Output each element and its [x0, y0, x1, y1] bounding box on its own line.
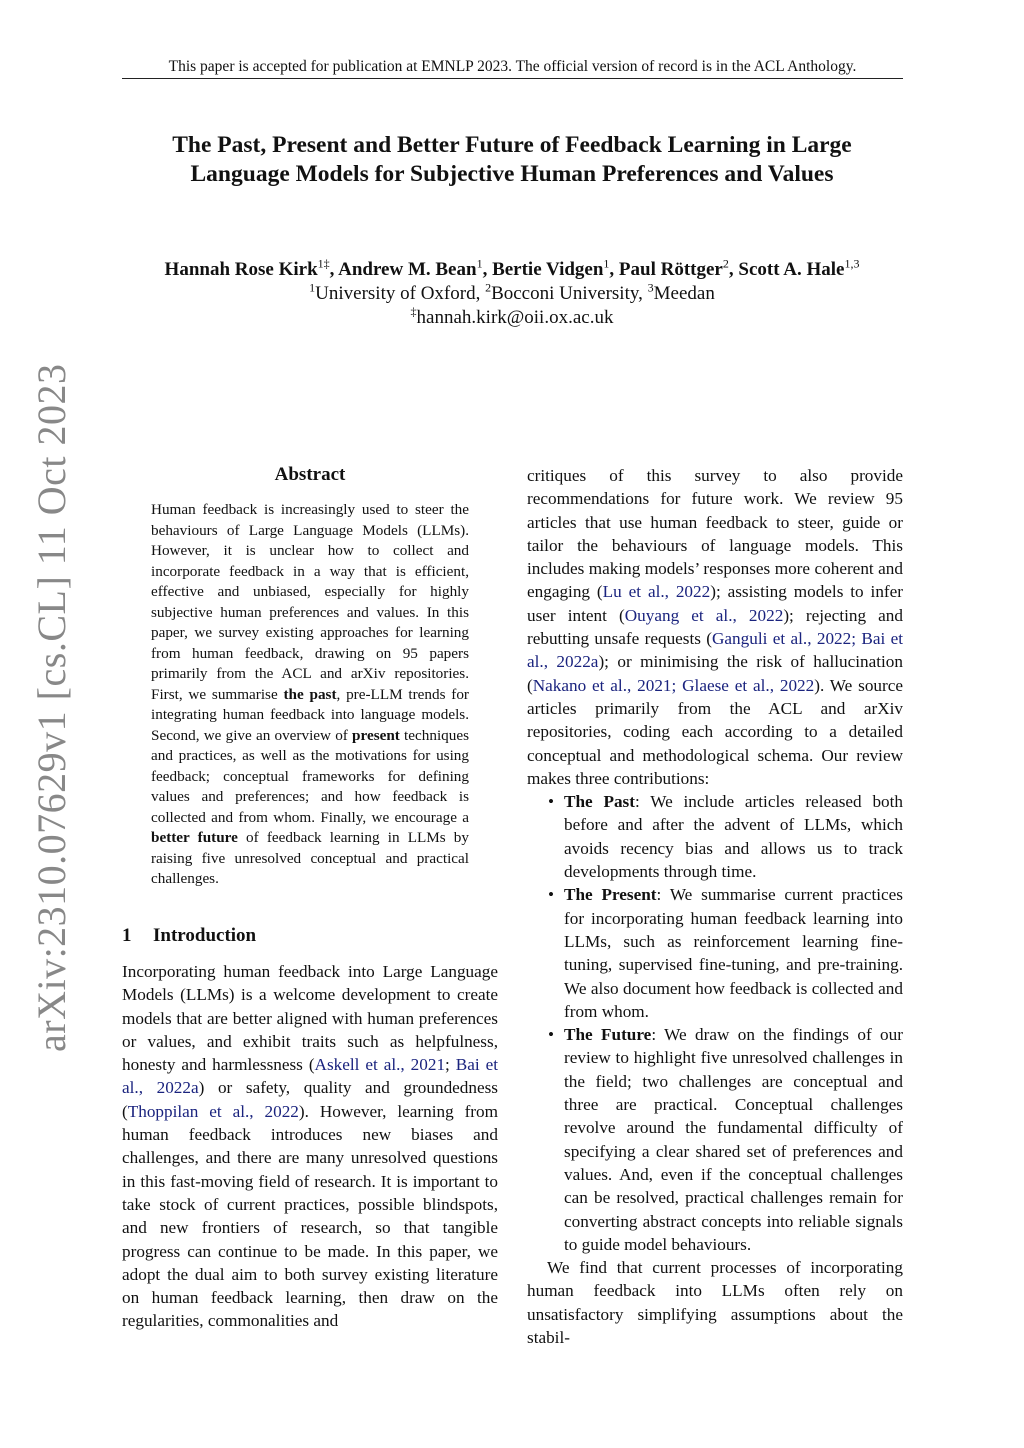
citation-link[interactable]: Askell et al., 2021 — [314, 1055, 446, 1075]
list-item: • The Future: We draw on the findings of our review to highlight five unresolved challenges in the field; two challenges are conceptual and three are practical. Conceptual challenges revolve around the fundamental difficulty of specifying a clear shared set of preferences and values. And, even if the conceptual challenges can be resolved, practical challenges remain for converting abstract concepts into reliable signals to guide model behaviours. — [548, 1025, 903, 1254]
publication-notice: This paper is accepted for publication at EMNLP 2023. The official version of record is in the ACL Anthology. — [122, 58, 903, 79]
citation-link[interactable]: Nakano et al., 2021; Glaese et al., 2022 — [532, 675, 815, 695]
affiliation-name: Meedan — [653, 283, 715, 304]
abstract-heading: Abstract — [274, 464, 346, 485]
citation-link[interactable]: Bai et al., 2022a — [122, 1055, 498, 1098]
author-affiliation: 1‡ — [317, 256, 330, 271]
author-list: Hannah Rose Kirk$^{1\ddagger}$, Andrew M. Bean$^1$, Bertie Vidgen$^1$, Paul Röttger$^2$, Scott A. Hale$^{1,3}$ — [164, 256, 860, 280]
right-column — [527, 464, 903, 1349]
contributions-list — [527, 790, 903, 1256]
author-affiliation: 1 — [603, 256, 610, 271]
author-name: Scott A. Hale — [738, 259, 845, 280]
affiliation-list: $^1$University of Oxford, $^2$Bocconi University, $^3$Meedan — [309, 280, 715, 304]
author-affiliation: 2 — [722, 256, 729, 271]
arxiv-identifier: arXiv:2310.07629v1 [cs.CL] 11 Oct 2023 — [29, 363, 74, 1052]
author-affiliation: 1 — [476, 256, 483, 271]
author-block — [110, 258, 914, 330]
closing-paragraph: We find that current processes of incorporating human feedback into LLMs often rely on unsatisfactory simplifying assumptions about the stabil- — [527, 1258, 903, 1347]
section-heading-introduction: 1 Introduction — [122, 925, 257, 946]
author-affiliation: 1,3 — [844, 256, 860, 271]
intro-paragraph-left: Incorporating human feedback into Large Language Models (LLMs) is a welcome development to create models that are better aligned with human preferences or values, and exhibit traits such as helpfulness, honesty and harmlessness (Askell et al., 2021; Bai et al., 2022a) or safety, quality and groundedness (Thoppilan et al., 2022). However, learning from human feedback introduces new biases and challenges, and there are many unresolved questions in this fast-moving field of research. It is important to take stock of current practices, possible blindspots, and new frontiers of research, so that tangible progress can continue to be made. In this paper, we adopt the dual aim to both survey existing literature on human feedback learning, then draw on the regularities, commonalities and — [122, 962, 498, 1331]
title-line-1: The Past, Present and Better Future of Feedback Learning in Large — [172, 132, 852, 158]
citation-link[interactable]: Lu et al., 2022 — [602, 582, 711, 602]
contact-email[interactable]: ‡hannah.kirk@oii.ox.ac.uk — [410, 304, 614, 328]
list-item: • The Present: We summarise current practices for incorporating human feedback learning into LLMs, such as reinforcement learning fine-tuning, supervised fine-tuning, and pre-training. We also document how feedback is collected and from whom. — [548, 885, 903, 1021]
author-name: Paul Röttger — [618, 259, 723, 280]
list-item: • The Past: We include articles released both before and after the advent of LLMs, which avoids recency bias and allows us to track developments through time. — [548, 792, 903, 882]
affiliation-name: Bocconi University — [491, 283, 639, 304]
citation-link[interactable]: Ouyang et al., 2022 — [624, 605, 784, 625]
intro-paragraph-right: critiques of this survey to also provide recommendations for future work. We review 95 articles that use human feedback to steer, guide or tailor the behaviours of language models. This includes making models’ responses more coherent and engaging (Lu et al., 2022); assisting models to infer user intent (Ouyang et al., 2022); rejecting and rebutting unsafe requests (Ganguli et al., 2022; Bai et al., 2022a); or minimising the risk of hallucination (Nakano et al., 2021; Glaese et al., 2022). We source articles primarily from the ACL and arXiv repositories, coding each according to a detailed conceptual and methodological schema. Our review makes three contributions: — [527, 466, 903, 788]
author-name: Bertie Vidgen — [492, 259, 604, 280]
citation-link[interactable]: Ganguli et al., 2022; Bai et al., 2022a — [527, 629, 903, 672]
author-name: Andrew M. Bean — [338, 259, 477, 280]
author-name: Hannah Rose Kirk — [164, 259, 318, 280]
abstract-body: Human feedback is increasingly used to steer the behaviours of Large Language Models (LLMs). However, it is unclear how to collect and incorporate feedback in a way that is efficient, effective and unbiased, especially for highly subjective human preferences and values. In this paper, we survey existing approaches for learning from human feedback, drawing on 95 papers primarily from the ACL and arXiv repositories. First, we summarise the past, pre-LLM trends for integrating human feedback into language models. Second, we give an overview of present techniques and practices, as well as the motivations for using feedback; conceptual frameworks for defining values and preferences; and how feedback is collected and from whom. Finally, we encourage a better future of feedback learning in LLMs by raising five unresolved conceptual and practical challenges. — [151, 501, 470, 887]
paper-title — [110, 131, 914, 189]
title-line-2: Language Models for Subjective Human Preferences and Values — [190, 161, 834, 187]
affiliation-name: University of Oxford — [315, 283, 476, 304]
citation-link[interactable]: Thoppilan et al., 2022 — [127, 1101, 299, 1121]
